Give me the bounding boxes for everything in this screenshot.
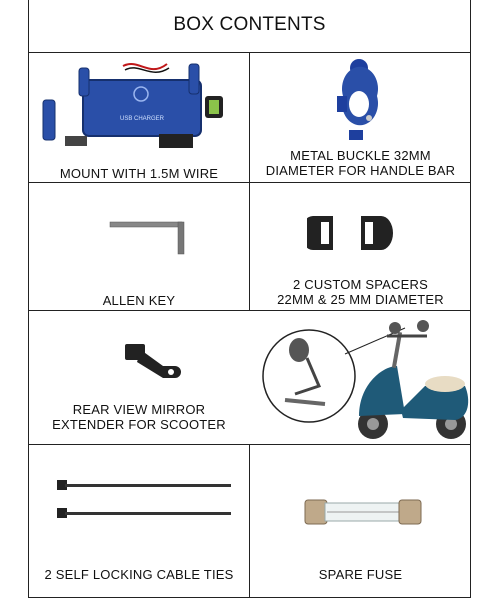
cable-ties-image (55, 478, 235, 524)
item-caption: SPARE FUSE (318, 567, 403, 582)
divider (249, 52, 250, 310)
item-caption: REAR VIEW MIRROR EXTENDER FOR SCOOTER (52, 402, 226, 432)
page-title: BOX CONTENTS (173, 14, 326, 35)
divider (29, 310, 470, 311)
item-caption: METAL BUCKLE 32MM DIAMETER FOR HANDLE BAR (265, 148, 456, 178)
spacers-image (307, 210, 397, 255)
mount-image (39, 58, 239, 158)
item-caption: MOUNT WITH 1.5M WIRE (59, 166, 219, 181)
item-caption: 2 CUSTOM SPACERS 22MM & 25 MM DIAMETER (277, 277, 444, 307)
item-caption: 2 SELF LOCKING CABLE TIES (44, 567, 234, 582)
item-caption: ALLEN KEY (102, 293, 176, 308)
buckle-image (319, 56, 399, 146)
box-contents-frame (28, 0, 471, 598)
mount-logo-text: USB CHARGER (119, 116, 165, 122)
scooter-image (255, 314, 471, 442)
fuse-image (303, 496, 423, 528)
mirror-extender-image (123, 340, 183, 380)
allen-key-image (104, 218, 194, 258)
